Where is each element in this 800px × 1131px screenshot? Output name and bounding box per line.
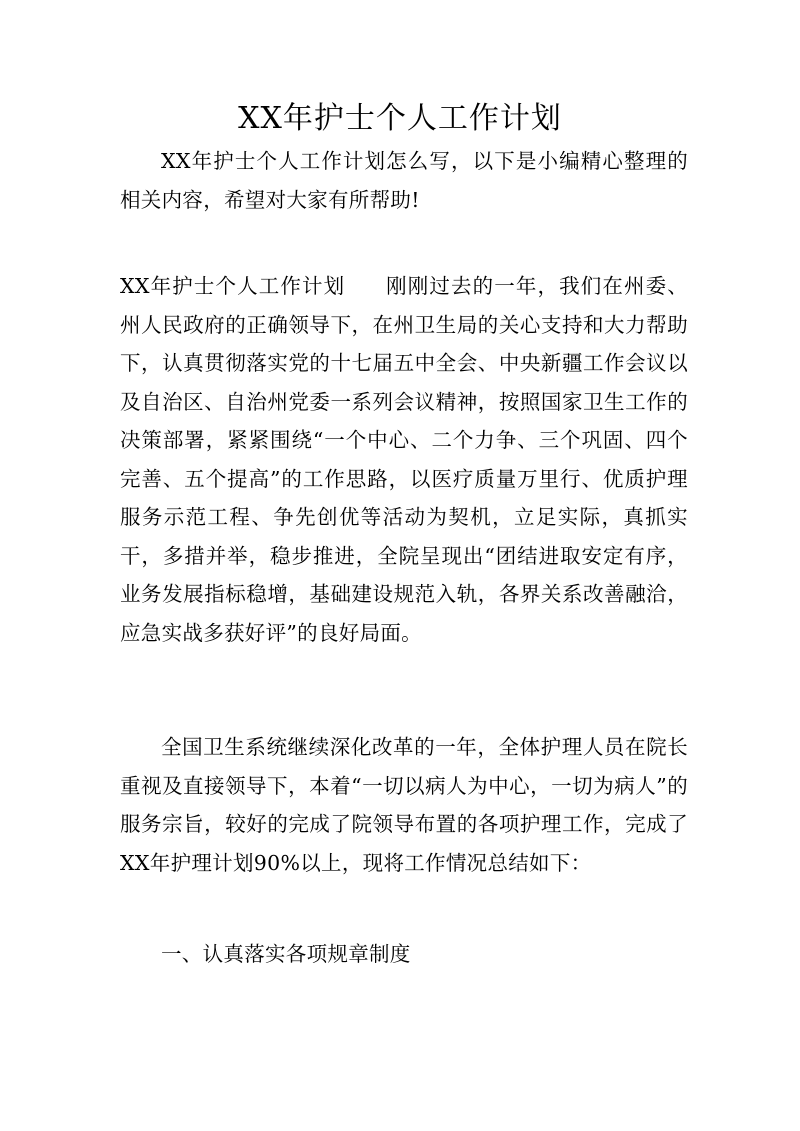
paragraph-1-lead: XX年护士个人工作计划 [120, 274, 346, 298]
paragraph-1-body: 刚刚过去的一年，我们在州委、州人民政府的正确领导下，在州卫生局的关心支持和大力帮助下，认真贯彻落实党的十七届五中全会、中央新疆工作会议以及自治区、自治州党委一系列会议精神，按照国家卫生工作的决策部署，紧紧围绕“一个中心、二个力争、三个巩固、四个完善、五个提高”的工作思路，以医疗质量万里行、优质护理服务示范工程、争先创优等活动为契机，立足实际，真抓实干，多措并举，稳步推进，全院呈现出“团结进取安定有序，业务发展指标稳增，基础建设规范入轨，各界关系改善融洽，应急实战多获好评”的良好局面。 [120, 274, 688, 645]
section-heading-1: 一、认真落实各项规章制度 [161, 942, 411, 966]
document-title: XX年护士个人工作计划 [238, 101, 562, 136]
paragraph-1 [120, 267, 688, 652]
intro-paragraph: XX年护士个人工作计划怎么写，以下是小编精心整理的相关内容，希望对大家有所帮助! [120, 149, 688, 212]
paragraph-2: 全国卫生系统继续深化改革的一年，全体护理人员在院长重视及直接领导下，本着“一切以病人为中心，一切为病人”的服务宗旨，较好的完成了院领导布置的各项护理工作，完成了XX年护理计划90%以上，现将工作情况总结如下： [120, 735, 688, 875]
